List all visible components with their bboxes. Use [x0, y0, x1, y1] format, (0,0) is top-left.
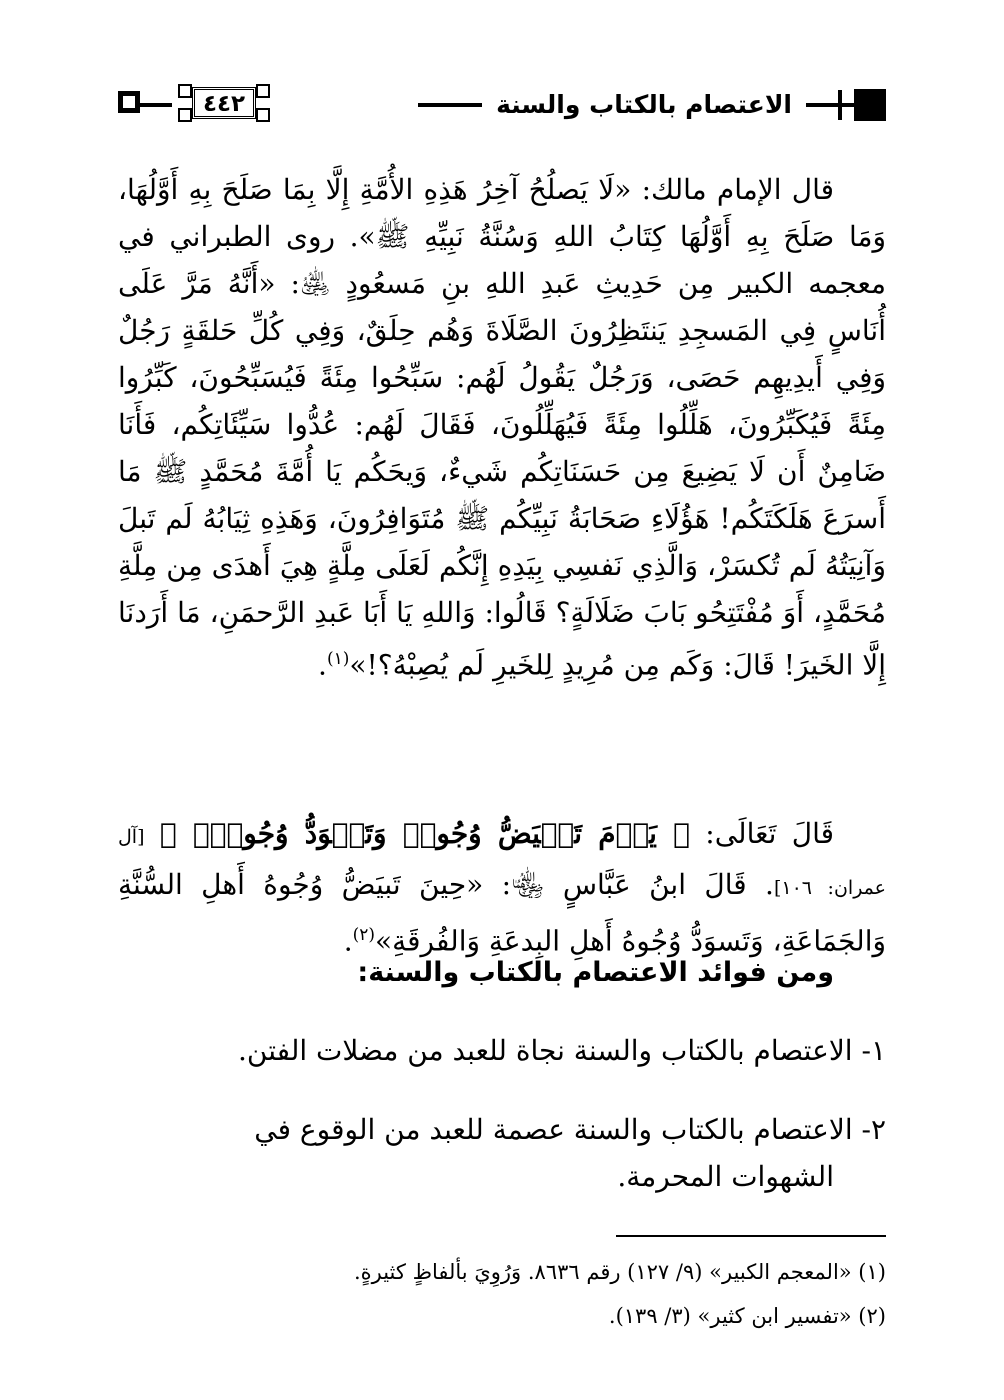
page-number-frame — [172, 84, 276, 126]
page-number: ٤٤٢ — [192, 87, 256, 119]
footnote-ref-2: (٢) — [352, 925, 376, 945]
header-hollow-square-ornament — [118, 91, 140, 113]
chapter-title: الاعتصام بالكتاب والسنة — [482, 84, 806, 126]
frame-corner — [178, 84, 192, 98]
paragraph-end: . — [343, 924, 353, 958]
verse-citation: [آل عمران: ١٠٦] — [118, 826, 886, 899]
header-square-ornament — [854, 89, 886, 121]
list-item — [118, 1106, 886, 1200]
frame-corner — [178, 108, 192, 122]
footnote-separator — [616, 1235, 886, 1237]
paragraph-text: قال الإمام مالك: «لَا يَصلُحُ آخِرُ هَذِهِ الأُمَّةِ إِلَّا بِمَا صَلَحَ بِهِ أَوَّلُهَا، وَمَا صَلَحَ بِهِ أَوَّلُهَا كِتَابُ اللهِ وَسُنَّةُ نَبِيِّهِ ﷺ». روى الطبراني في معجمه الكبير مِن حَدِيثِ عَبدِ اللهِ بنِ مَسعُودٍ ﵁: «أَنَّهُ مَرَّ عَلَى أُنَاسٍ فِي المَسجِدِ يَنتَظِرُونَ الصَّلَاةَ وَهُم حِلَقٌ، وَفِي كُلِّ حَلقَةٍ رَجُلٌ وَفِي أَيدِيهِم حَصَى، وَرَجُلٌ يَقُولُ لَهُم: سَبِّحُوا مِئَةً فَيُسَبِّحُونَ، كَبِّرُوا مِئَةً فَيُكَبِّرُونَ، هَلِّلُوا مِئَةً فَيُهَلِّلُونَ، فَقَالَ لَهُم: عُدُّوا سَيِّئَاتِكُم، فَأَنَا ضَامِنٌ أَن لَا يَضِيعَ مِن حَسَنَاتِكُم شَيءٌ، وَيحَكُم يَا أُمَّةَ مُحَمَّدٍ ﷺ مَا أَسرَعَ هَلَكَتَكُم! هَؤُلَاءِ صَحَابَةُ نَبِيِّكُم ﷺ مُتَوَافِرُونَ، وَهَذِهِ ثِيَابُهُ لَم تَبلَ وَآنِيَتُهُ لَم تُكسَرْ، وَالَّذِي نَفسِي بِيَدِهِ إِنَّكُم لَعَلَى مِلَّةٍ هِيَ أَهدَى مِن مِلَّةِ مُحَمَّدٍ، أَوَ مُفْتَتِحُو بَابَ ضَلَالَةٍ؟ قَالُوا: وَاللهِ يَا أَبَا عَبدِ الرَّحمَنِ، مَا أَرَدنَا إِلَّا الخَيرَ! قَالَ: وَكَم مِن مُرِيدٍ لِلخَيرِ لَم يُصِبْهُ؟!» — [118, 173, 886, 682]
footnote-1: (١) «المعجم الكبير» (٩/ ١٢٧) رقم ٨٦٣٦. وَرُوِيَ بألفاظٍ كثيرةٍ. — [353, 1260, 886, 1284]
list-item: ١- الاعتصام بالكتاب والسنة نجاة للعبد من مضلات الفتن. — [237, 1034, 886, 1067]
frame-corner — [256, 108, 270, 122]
section-heading: ومن فوائد الاعتصام بالكتاب والسنة: — [357, 957, 834, 988]
footnote-ref-1: (١) — [326, 649, 350, 669]
footnote-2: (٢) «تفسير ابن كثير» (٣/ ١٣٩). — [608, 1304, 886, 1328]
ibn-abbas-quote: . قَالَ ابنُ عَبَّاسٍ ﵄: «حِينَ تَبيَضُّ وُجُوهُ أَهلِ السُّنَّةِ وَالجَمَاعَةِ، وَتَسوَدُّ وُجُوهُ أَهلِ البِدعَةِ وَالفُرقَةِ» — [118, 868, 886, 958]
verse-intro: قَالَ تَعَالَى: — [689, 817, 834, 850]
list-item-text: ٢- الاعتصام بالكتاب والسنة عصمة للعبد من الوقوع في — [254, 1113, 886, 1146]
header-tick-right — [838, 90, 842, 120]
paragraph-verse — [118, 810, 886, 964]
paragraph-imam-malik: قال الإمام مالك: «لَا يَصلُحُ آخِرُ هَذِهِ الأُمَّةِ إِلَّا بِمَا صَلَحَ بِهِ أَوَّلُهَا، وَمَا صَلَحَ بِهِ أَوَّلُهَا كِتَابُ اللهِ وَسُنَّةُ نَبِيِّهِ ﷺ». روى الطبراني في معجمه الكبير مِن حَدِيثِ عَبدِ اللهِ بنِ مَسعُودٍ ﵁: «أَنَّهُ مَرَّ عَلَى أُنَاسٍ فِي المَسجِدِ يَنتَظِرُونَ الصَّلَاةَ وَهُم حِلَقٌ، وَفِي كُلِّ حَلقَةٍ رَجُلٌ وَفِي أَيدِيهِم حَصَى، وَرَجُلٌ يَقُولُ لَهُم: سَبِّحُوا مِئَةً فَيُسَبِّحُونَ، كَبِّرُوا مِئَةً فَيُكَبِّرُونَ، هَلِّلُوا مِئَةً فَيُهَلِّلُونَ، فَقَالَ لَهُم: عُدُّوا سَيِّئَاتِكُم، فَأَنَا ضَامِنٌ أَن لَا يَضِيعَ مِن حَسَنَاتِكُم شَيءٌ، وَيحَكُم يَا أُمَّةَ مُحَمَّدٍ ﷺ مَا أَسرَعَ هَلَكَتَكُم! هَؤُلَاءِ صَحَابَةُ نَبِيِّكُم ﷺ مُتَوَافِرُونَ، وَهَذِهِ ثِيَابُهُ لَم تَبلَ وَآنِيَتُهُ لَم تُكسَرْ، وَالَّذِي نَفسِي بِيَدِهِ إِنَّكُم لَعَلَى مِلَّةٍ هِيَ أَهدَى مِن مِلَّةِ مُحَمَّدٍ، أَوَ مُفْتَتِحُو بَابَ ضَلَالَةٍ؟ قَالُوا: وَاللهِ يَا أَبَا عَبدِ الرَّحمَنِ، مَا أَرَدنَا إِلَّا الخَيرَ! قَالَ: وَكَم مِن مُرِيدٍ لِلخَيرِ لَم يُصِبْهُ؟!»$^{(١)}$. — [118, 173, 886, 682]
list-item-continuation: الشهوات المحرمة. — [617, 1160, 834, 1193]
footnotes — [118, 1250, 886, 1338]
page-header — [118, 84, 886, 126]
frame-corner — [256, 84, 270, 98]
quran-verse: ﴿ يَوۡمَ تَبۡيَضُّ وُجُوهٞ وَتَسۡوَدُّ وُجُوهٞۚ ﴾ — [159, 817, 690, 850]
